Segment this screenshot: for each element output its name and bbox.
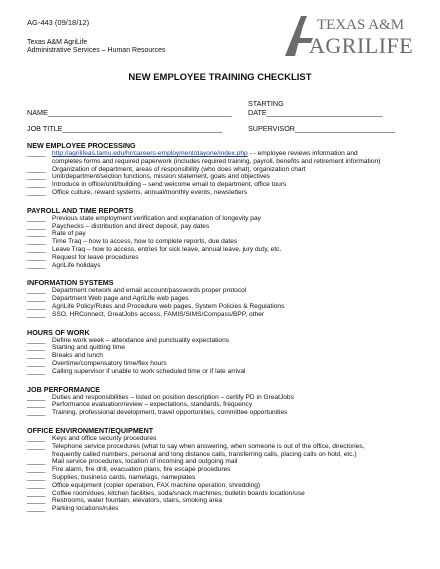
checklist-item [27,287,427,295]
checklist-item-text: Unit/department/section functions, mission statement, goals and objectives [52,173,271,181]
checkbox-blank[interactable]: _____ [27,245,46,253]
checkbox-blank[interactable]: _____ [27,238,46,246]
checklist-item [27,262,427,270]
checklist-item [27,497,427,505]
checklist-item [27,246,427,254]
checklist-item-text: Overtime/compensatory time/flex hours [52,359,167,367]
checklist-item-text [52,150,427,158]
checklist-item-text: Mail service procedures, location of incoming and outgoing mail [52,458,238,466]
starting-label: STARTING [248,99,284,108]
checklist-item-text: Supplies, business cards, nametags, nameplates [52,473,196,481]
checklist-item [27,215,427,223]
indent-spacer [27,451,52,459]
checklist-item [27,223,427,231]
checkbox-blank[interactable]: _____ [27,489,46,497]
checkbox-blank[interactable]: _____ [27,188,46,196]
checkbox-blank[interactable]: _____ [27,497,46,505]
form-number: AG-443 (09/18/12) [27,18,90,27]
checkbox-blank[interactable]: _____ [27,302,46,310]
checklist-item [27,337,427,345]
checkbox-blank[interactable]: _____ [27,295,46,303]
checklist-item-text: AgriLife Policy/Rules and Procedure web pages, System Policies & Regulations [52,302,285,310]
checklist-item [27,466,427,474]
checklist-item [27,181,427,189]
checkbox-blank[interactable]: _____ [27,466,46,474]
checklist-item-text: Fire alarm, fire drill, evacuation plans, fire escape procedures [52,466,231,474]
checkbox-blank[interactable]: _____ [27,344,46,352]
checklist-item [27,150,427,158]
checklist-item-text: AgriLife holidays [52,261,101,269]
checkbox-blank[interactable]: _____ [27,434,46,442]
name-field[interactable]: NAME______________________________________________ [27,108,232,117]
section-title: PAYROLL AND TIME REPORTS [27,205,134,215]
checklist-item [27,451,427,459]
checklist-item-text: Training, professional development, travel opportunities, committee opportunities [52,409,288,417]
checklist [27,141,427,513]
checklist-item [27,189,427,197]
checkbox-blank[interactable]: _____ [27,214,46,222]
checklist-item-text: Organization of department, areas of responsibility (who does what), organization chart [52,165,306,173]
checklist-item-text: frequently called numbers, personal and long distance calls, transferring calls, placing calls on hold, etc.) [52,450,357,458]
checklist-item [27,166,427,174]
checklist-item-text: Parking locations/rules [52,505,119,513]
checkbox-blank[interactable]: _____ [27,310,46,318]
section-title: HOURS OF WORK [27,327,90,337]
checklist-item-text: Time Traq – how to access, how to complete reports, due dates [52,238,238,246]
section-title: INFORMATION SYSTEMS [27,278,114,288]
checklist-item-text: Request for leave procedures [52,253,139,261]
logo-line1: TEXAS A&M [317,17,405,33]
checklist-item [27,368,427,376]
careers-link[interactable]: http://agrilifeas.tamu.edu/hr/careers-employment/dayone/index.php [52,150,248,157]
texas-am-agrilife-logo [283,12,413,58]
starting-date-field[interactable]: DATE_____________________________ [248,108,383,117]
checklist-item [27,474,427,482]
checklist-item [27,254,427,262]
checklist-item-text: Office culture, reward systems, annual/monthly events, newsletters [52,188,248,196]
checkbox-blank[interactable]: _____ [27,401,46,409]
checklist-item [27,158,427,166]
checklist-item [27,360,427,368]
checkbox-blank[interactable]: _____ [27,173,46,181]
checklist-item-text: Paychecks – distribution and direct deposit, pay dates [52,222,210,230]
checklist-item-text: Introduce in office/unit/building – send welcome email to department, office tours [52,181,287,189]
checklist-item [27,394,427,402]
checklist-item-text: Telephone service procedures (what to say when answering, when someone is out of the office, directories, [52,442,365,450]
checkbox-blank[interactable]: _____ [27,230,46,238]
organization-block [27,39,166,55]
checkbox-blank[interactable]: _____ [27,458,46,466]
checklist-item-text: Calling supervisor if unable to work scheduled time or if late arrival [52,367,246,375]
checkbox-blank[interactable]: _____ [27,287,46,295]
checklist-item [27,352,427,360]
checkbox-blank[interactable]: _____ [27,505,46,513]
checklist-item-text: Leave Traq – how to access, entries for sick leave, annual leave, jury duty, etc. [52,245,282,253]
org-department: Administrative Services – Human Resources [27,47,166,54]
checklist-item-text: Restrooms, water fountain, elevators, stairs, smoking area [52,497,223,505]
checklist-item [27,482,427,490]
checkbox-blank[interactable]: _____ [27,150,46,157]
checkbox-blank[interactable]: _____ [27,393,46,401]
checkbox-blank[interactable]: _____ [27,261,46,269]
checklist-item [27,401,427,409]
job-title-field[interactable]: JOB TITLE________________________________________ [27,124,223,133]
checkbox-blank[interactable]: _____ [27,253,46,261]
checklist-item [27,303,427,311]
checkbox-blank[interactable]: _____ [27,359,46,367]
checklist-item [27,238,427,246]
org-name: Texas A&M AgriLife [27,39,88,46]
checklist-item-text: Rate of pay [52,230,86,238]
checkbox-blank[interactable]: _____ [27,336,46,344]
checkbox-blank[interactable]: _____ [27,165,46,173]
checklist-item-text: Coffee room/dues, kitchen facilities, soda/snack machines, bulletin boards location/use [52,489,305,497]
checklist-item [27,458,427,466]
document-title: NEW EMPLOYEE TRAINING CHECKLIST [128,72,312,83]
checkbox-blank[interactable]: _____ [27,409,46,417]
checkbox-blank[interactable]: _____ [27,352,46,360]
section-title: NEW EMPLOYEE PROCESSING [27,141,136,150]
checkbox-blank[interactable]: _____ [27,481,46,489]
section-title: JOB PERFORMANCE [27,384,101,394]
checklist-item-text: completes forms and required paperwork (includes required training, payroll, benefits and retirement information) [52,157,381,165]
checkbox-blank[interactable]: _____ [27,181,46,189]
checklist-item [27,443,427,451]
checklist-item-text: Breaks and lunch [52,352,103,360]
checklist-item-text: Performance evaluation/review – expectations, standards, frequency [52,401,253,409]
logo-line2: AGRILIFE [309,33,413,58]
checklist-item-text: Previous state employment verification and explanation of longevity pay [52,214,261,222]
checklist-item-text: Department network and email account/passwords proper protocol [52,287,247,295]
checklist-item [27,295,427,303]
checklist-item-text: Starting and quitting time [52,344,125,352]
checklist-item [27,311,427,319]
checklist-item [27,173,427,181]
indent-spacer [27,158,52,166]
checkbox-blank[interactable]: _____ [27,222,46,230]
checklist-item-text: Office equipment (copier operation, FAX machine operation, shredding) [52,481,261,489]
checklist-item [27,435,427,443]
checklist-item-text: Keys and office security procedures [52,434,157,442]
checklist-item [27,505,427,513]
checklist-item [27,344,427,352]
checkbox-blank[interactable]: _____ [27,473,46,481]
checklist-item-text: Department Web page and AgriLife web pages [52,295,189,303]
checklist-item-text: Duties and responsibilities – listed on position description – certify PD in GreatJobs [52,393,294,401]
checkbox-blank[interactable]: _____ [27,442,46,450]
checkbox-blank[interactable]: _____ [27,367,46,375]
checklist-item-text: SSO, HRConnect, GreatJobs access, FAMIS/SIMS/Compass/BPP, other [52,310,265,318]
checklist-item-detail: - - employee reviews information and [247,150,358,157]
checklist-item [27,490,427,498]
checklist-item [27,409,427,417]
checklist-item-text: Define work week – attendance and punctuality expectations [52,336,230,344]
checklist-item [27,230,427,238]
section-title: OFFICE ENVIRONMENT/EQUIPMENT [27,425,154,435]
supervisor-field[interactable]: SUPERVISOR_________________________ [248,124,395,133]
